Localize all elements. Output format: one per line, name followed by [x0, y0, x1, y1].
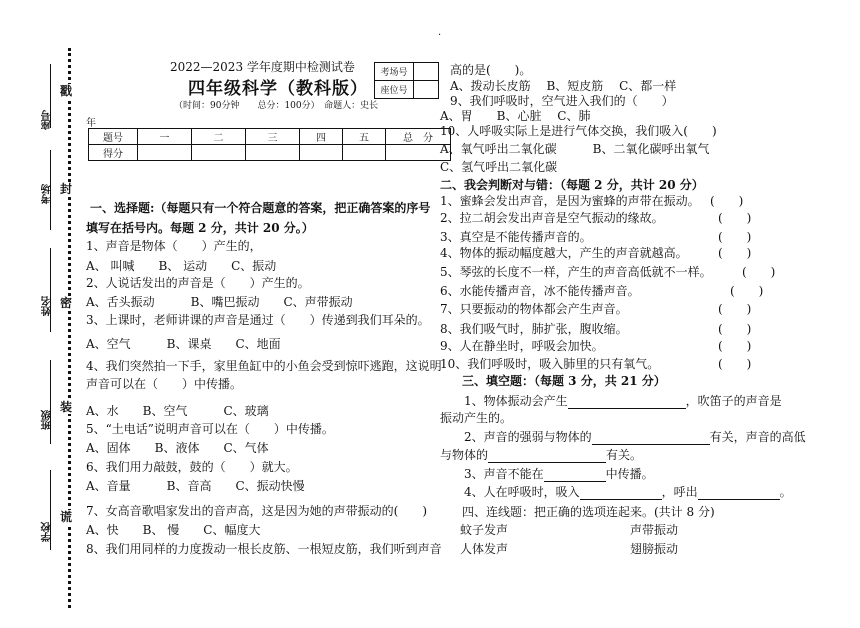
option-text: A、胃 B、心脏 C、肺: [440, 109, 591, 123]
judge-bracket[interactable]: ( ): [718, 357, 752, 371]
section4-title: 四、连线题：把正确的选项连起来。(共计 8 分): [462, 505, 715, 519]
judge-bracket[interactable]: ( ): [718, 302, 752, 316]
exam-number-box: [374, 62, 439, 99]
question-text: 9、我们呼吸时，空气进入我们的（ ）: [450, 94, 674, 108]
score-cell[interactable]: [192, 145, 246, 161]
question-text: 4、我们突然拍一下手，家里鱼缸中的小鱼会受到惊吓逃跑，这说明: [86, 359, 442, 373]
score-table: [88, 128, 451, 161]
exam-room-field[interactable]: [414, 63, 439, 81]
name-line: [50, 248, 51, 332]
exam-room-label: 考场号: [375, 63, 414, 81]
judge-item: 1、蜜蜂会发出声音，是因为蜜蜂的声带在振动。: [440, 194, 700, 208]
judge-bracket[interactable]: ( ): [742, 265, 776, 279]
binding-dotted-line: [68, 48, 71, 608]
section3-title: 三、填空题：（每题 3 分，共 21 分）: [462, 374, 666, 388]
question-text: 1、声音是物体（ ）产生的，: [86, 239, 262, 253]
score-header: 总 分: [386, 129, 451, 145]
fill-q3: 3、声音不能在 中传播。: [464, 467, 654, 481]
option-text: A、舌头振动 B、嘴巴振动 C、声带振动: [86, 295, 353, 309]
name-label: 姓名: [42, 296, 53, 316]
fill-q2-cont: 与物体的 有关。: [440, 448, 643, 462]
score-header: 一: [138, 129, 192, 145]
judge-bracket[interactable]: ( ): [718, 322, 752, 336]
seat-number-field[interactable]: [414, 81, 439, 99]
score-header: 五: [343, 129, 386, 145]
judge-item: 10、我们呼吸时，吸入肺里的只有氧气。: [440, 357, 660, 371]
room-label: 考场: [42, 184, 53, 204]
question-text: 7、女高音歌唱家发出的音声高，这是因为她的声带振动的( ): [86, 504, 428, 518]
match-right-item[interactable]: 翅膀振动: [630, 542, 679, 556]
fill-blank[interactable]: [698, 487, 780, 500]
score-cell[interactable]: [343, 145, 386, 161]
option-text: A、水 B、空气 C、玻璃: [86, 404, 269, 418]
option-text: A、拨动长皮筋 B、短皮筋 C、都一样: [450, 79, 677, 93]
score-row-label: 得分: [89, 145, 138, 161]
match-left-item[interactable]: 人体发声: [460, 542, 509, 556]
question-text: 10、人呼吸实际上是进行气体交换，我们吸入( ): [440, 124, 717, 138]
class-line: [50, 360, 51, 444]
option-text: A、空气 B、课桌 C、地面: [86, 337, 281, 351]
question-text: 高的是( )。: [450, 63, 532, 77]
top-dot: ·: [438, 30, 442, 41]
option-text: A、快 B、 慢 C、幅度大: [86, 523, 261, 537]
option-text: A、 叫喊 B、 运动 C、振动: [86, 259, 277, 273]
judge-item: 2、拉二胡会发出声音是空气振动的缘故。: [440, 211, 664, 225]
score-cell[interactable]: [300, 145, 343, 161]
nian-text: 年: [86, 118, 96, 129]
fill-q1: 1、物体振动会产生 ，吹笛子的声音是: [464, 394, 782, 408]
judge-bracket[interactable]: ( ): [710, 194, 744, 208]
fill-q2: 2、声音的强弱与物体的 有关，声音的高低: [464, 430, 806, 444]
section1-title-cont: 填写在括号内。每题 2 分，共计 20 分。）: [86, 221, 314, 235]
question-text: 6、我们用力敲鼓，鼓的（ ）就大。: [86, 460, 298, 474]
section1-title: 一、选择题:（每题只有一个符合题意的答案，把正确答案的序号: [90, 201, 431, 215]
fill-blank[interactable]: [580, 487, 662, 500]
question-text: 2、人说话发出的声音是（ ）产生的。: [86, 276, 310, 290]
judge-bracket[interactable]: ( ): [718, 339, 752, 353]
fill-blank[interactable]: [544, 469, 606, 482]
match-right-item[interactable]: 声带振动: [630, 523, 679, 537]
exam-title-line2: 四年级科学（教科版）: [188, 79, 368, 99]
seal-char: 戳: [60, 84, 73, 98]
exam-meta: （时间：90分钟 总分：100分） 命题人：史长: [174, 101, 379, 111]
score-header: 二: [192, 129, 246, 145]
option-text: A、固体 B、液体 C、气体: [86, 441, 269, 455]
fill-q4: 4、人在呼吸时，吸入 ，呼出 。: [464, 485, 792, 499]
judge-bracket[interactable]: ( ): [730, 284, 764, 298]
question-text: 8、我们用同样的力度拨动一根长皮筋、一根短皮筋，我们听到声音: [86, 542, 442, 556]
question-text: 5、“土电话”说明声音可以在（ ）中传播。: [86, 422, 334, 436]
match-left-item[interactable]: 蚊子发声: [460, 523, 509, 537]
score-cell[interactable]: [138, 145, 192, 161]
seal-char: 封: [60, 182, 73, 196]
judge-item: 8、我们吸气时，肺扩张，腹收缩。: [440, 322, 628, 336]
class-label: 班级: [42, 410, 53, 430]
judge-item: 7、只要振动的物体都会产生声音。: [440, 302, 628, 316]
option-text: C、氢气呼出二氧化碳: [440, 160, 558, 174]
fill-blank[interactable]: [488, 450, 606, 463]
judge-bracket[interactable]: ( ): [718, 246, 752, 260]
option-text: A、音量 B、音高 C、振动快慢: [86, 479, 305, 493]
judge-bracket[interactable]: ( ): [718, 230, 752, 244]
question-text: 声音可以在（ ）中传播。: [86, 377, 243, 391]
judge-bracket[interactable]: ( ): [718, 211, 752, 225]
seal-char: 装: [60, 400, 73, 414]
section2-title: 二、我会判断对与错：（每题 2 分，共计 20 分）: [440, 178, 704, 192]
score-cell[interactable]: [246, 145, 300, 161]
seat-number-label: 座位号: [375, 81, 414, 99]
judge-item: 6、水能传播声音，冰不能传播声音。: [440, 284, 640, 298]
judge-item: 3、真空是不能传播声音的。: [440, 230, 592, 244]
score-header: 三: [246, 129, 300, 145]
judge-item: 9、人在静坐时，呼吸会加快。: [440, 339, 604, 353]
score-header: 题号: [89, 129, 138, 145]
seal-char: 密: [60, 296, 73, 310]
judge-item: 4、物体的振动幅度越大，产生的声音就越高。: [440, 246, 688, 260]
option-text: A、氧气呼出二氧化碳 B、二氧化碳呼出氧气: [440, 142, 710, 156]
exam-title-line1: 2022—2023 学年度期中检测试卷: [170, 60, 355, 74]
seat-label: 座号: [42, 110, 53, 130]
seal-char: 谎: [60, 510, 73, 524]
score-header: 四: [300, 129, 343, 145]
question-text: 3、上课时，老师讲课的声音是通过（ ）传递到我们耳朵的。: [86, 313, 430, 327]
judge-item: 5、琴弦的长度不一样，产生的声音高低就不一样。: [440, 265, 712, 279]
fill-q1-cont: 振动产生的。: [440, 411, 513, 425]
fill-blank[interactable]: [568, 396, 686, 409]
school-label: 学校: [42, 522, 53, 542]
fill-blank[interactable]: [592, 432, 710, 445]
